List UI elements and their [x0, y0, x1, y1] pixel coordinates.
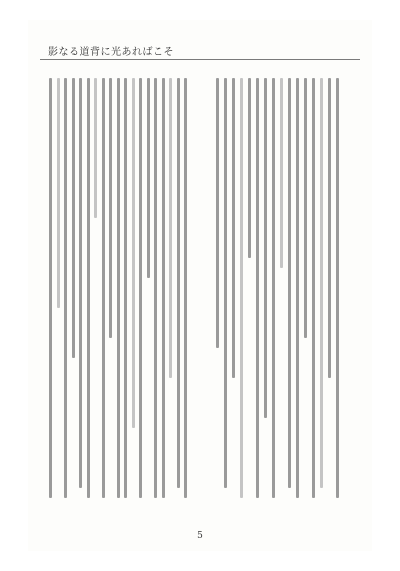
- text-line-placeholder: [312, 78, 315, 498]
- text-line-placeholder: [304, 78, 307, 338]
- text-line-placeholder: [264, 78, 267, 418]
- text-line-placeholder: [49, 78, 52, 498]
- text-line-placeholder: [296, 78, 299, 498]
- text-line-placeholder: [72, 78, 75, 358]
- text-line-placeholder: [224, 78, 227, 488]
- text-line-placeholder: [216, 78, 219, 348]
- header-rule: [40, 59, 360, 60]
- text-line-placeholder: [147, 78, 150, 278]
- text-line-placeholder: [64, 78, 67, 498]
- text-line-placeholder: [240, 78, 243, 498]
- text-line-placeholder: [169, 78, 172, 378]
- text-line-placeholder: [248, 78, 251, 258]
- text-line-placeholder: [94, 78, 97, 218]
- text-line-placeholder: [162, 78, 165, 498]
- text-line-placeholder: [280, 78, 283, 268]
- text-line-placeholder: [57, 78, 60, 308]
- text-line-placeholder: [124, 78, 127, 498]
- text-block-left: [48, 78, 188, 499]
- text-line-placeholder: [139, 78, 142, 498]
- text-line-placeholder: [272, 78, 275, 498]
- text-line-placeholder: [256, 78, 259, 498]
- page-number: 5: [197, 531, 203, 541]
- text-line-placeholder: [132, 78, 135, 428]
- text-line-placeholder: [154, 78, 157, 498]
- text-line-placeholder: [79, 78, 82, 488]
- text-line-placeholder: [117, 78, 120, 498]
- text-line-placeholder: [232, 78, 235, 378]
- running-head-title: 影なる道背に光あればこそ: [48, 47, 174, 58]
- text-block-right: [212, 78, 340, 499]
- text-line-placeholder: [288, 78, 291, 488]
- text-line-placeholder: [328, 78, 331, 378]
- text-line-placeholder: [102, 78, 105, 498]
- text-line-placeholder: [177, 78, 180, 488]
- text-line-placeholder: [336, 78, 339, 498]
- text-line-placeholder: [184, 78, 187, 498]
- text-line-placeholder: [320, 78, 323, 488]
- text-line-placeholder: [109, 78, 112, 338]
- text-line-placeholder: [87, 78, 90, 498]
